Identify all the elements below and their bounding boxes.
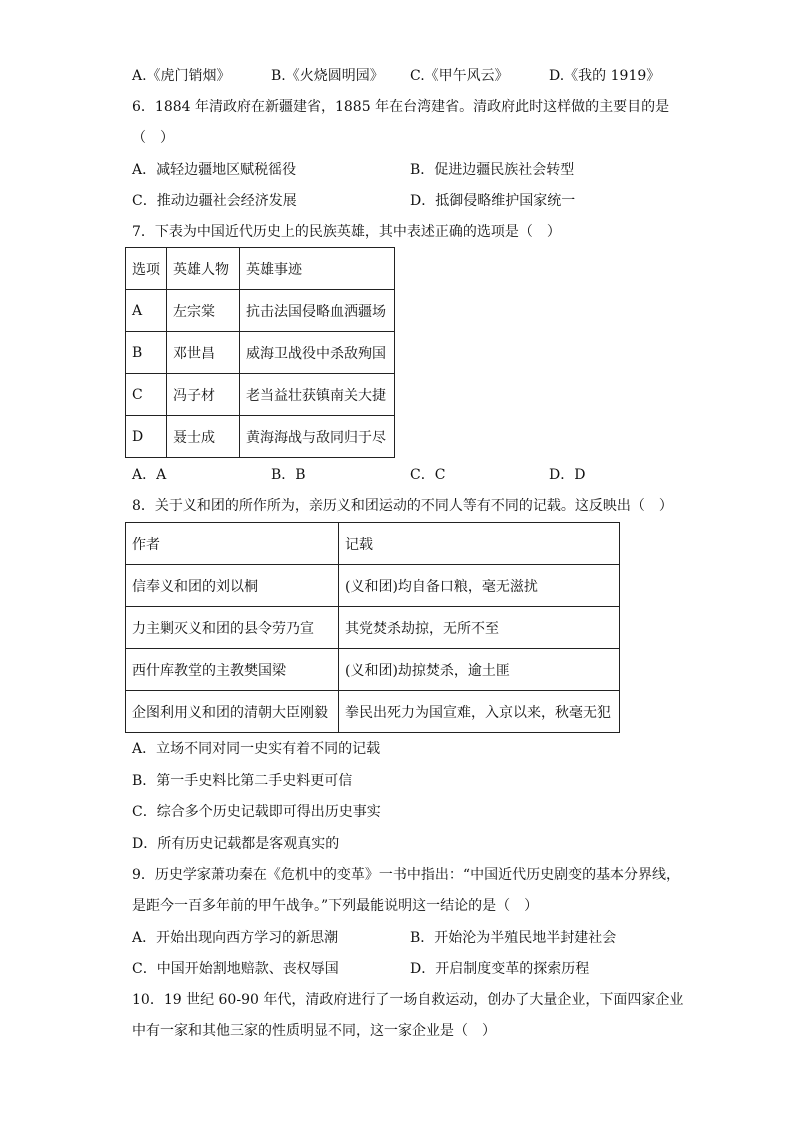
q8-option-c: C．综合多个历史记载即可得出历史事实 — [132, 804, 381, 820]
table-cell: A — [126, 290, 167, 332]
table-cell: 威海卫战役中杀敌殉国 — [240, 332, 395, 374]
table-cell: 黄海海战与敌同归于尽 — [240, 416, 395, 458]
q5-option-c: C.《甲午风云》 — [410, 68, 509, 84]
q9-option-d: D．开启制度变革的探索历程 — [410, 961, 590, 977]
table-cell: 西什库教堂的主教樊国梁 — [126, 649, 339, 691]
table-cell: 老当益壮获镇南关大捷 — [240, 374, 395, 416]
table-header-cell: 记载 — [339, 523, 620, 565]
table-header-cell: 英雄事迹 — [240, 248, 395, 290]
q10-stem-line1: 10．19 世纪 60-90 年代，清政府进行了一场自救运动，创办了大量企业，下面四家企业 — [132, 992, 684, 1008]
q9-stem-line1: 9．历史学家萧功秦在《危机中的变革》一书中指出：“中国近代历史剧变的基本分界线， — [132, 867, 681, 883]
q5-option-b: B.《火烧圆明园》 — [271, 68, 384, 84]
q6-option-a: A．减轻边疆地区赋税徭役 — [132, 162, 297, 178]
q6-stem-line1: 6．1884 年清政府在新疆建省，1885 年在台湾建省。清政府此时这样做的主要目的是 — [132, 99, 670, 115]
q9-option-c: C．中国开始割地赔款、丧权辱国 — [132, 961, 339, 977]
table-header-cell: 英雄人物 — [167, 248, 240, 290]
q8-table-header — [126, 523, 620, 565]
q6-option-b: B．促进边疆民族社会转型 — [410, 162, 575, 178]
q9-option-b: B．开始沦为半殖民地半封建社会 — [410, 930, 617, 946]
table-cell: C — [126, 374, 167, 416]
q7-option-c: C．C — [410, 467, 446, 483]
q8-stem: 8．关于义和团的所作所为，亲历义和团运动的不同人等有不同的记载。这反映出（ ） — [132, 498, 673, 514]
q8-option-b: B．第一手史料比第二手史料更可信 — [132, 773, 353, 789]
table-cell: (义和团)均自备口粮，毫无滋扰 — [339, 565, 620, 607]
q5-option-d: D.《我的 1919》 — [549, 68, 661, 84]
q7-table-header — [126, 248, 395, 290]
table-cell: 力主剿灭义和团的县令劳乃宣 — [126, 607, 339, 649]
table-row — [126, 691, 620, 733]
q6-stem-line2: （ ） — [132, 130, 174, 146]
table-header-cell: 作者 — [126, 523, 339, 565]
table-cell: (义和团)劫掠焚杀，逾土匪 — [339, 649, 620, 691]
q7-stem: 7．下表为中国近代历史上的民族英雄，其中表述正确的选项是（ ） — [132, 224, 561, 240]
table-row — [126, 565, 620, 607]
q8-table — [125, 522, 620, 733]
q7-option-b: B．B — [271, 467, 306, 483]
q10-stem-line2: 中有一家和其他三家的性质明显不同，这一家企业是（ ） — [132, 1023, 496, 1039]
table-cell: 信奉义和团的刘以桐 — [126, 565, 339, 607]
table-header-cell: 选项 — [126, 248, 167, 290]
q5-option-a: A.《虎门销烟》 — [132, 68, 231, 84]
q7-option-d: D．D — [549, 467, 586, 483]
table-cell: 抗击法国侵略血洒疆场 — [240, 290, 395, 332]
table-row — [126, 374, 395, 416]
table-cell: 左宗棠 — [167, 290, 240, 332]
table-cell: B — [126, 332, 167, 374]
q9-stem-line2: 是距今一百多年前的甲午战争。”下列最能说明这一结论的是（ ） — [132, 898, 539, 914]
q7-table — [125, 247, 395, 458]
q8-option-d: D．所有历史记载都是客观真实的 — [132, 836, 340, 852]
table-cell: 其党焚杀劫掠，无所不至 — [339, 607, 620, 649]
q6-option-d: D．抵御侵略维护国家统一 — [410, 193, 576, 209]
table-row — [126, 607, 620, 649]
table-cell: 冯子材 — [167, 374, 240, 416]
table-row — [126, 290, 395, 332]
q7-option-a: A．A — [132, 467, 167, 483]
table-cell: 邓世昌 — [167, 332, 240, 374]
q9-option-a: A．开始出现向西方学习的新思潮 — [132, 930, 339, 946]
table-cell: 企图利用义和团的清朝大臣刚毅 — [126, 691, 339, 733]
table-row — [126, 649, 620, 691]
table-cell: D — [126, 416, 167, 458]
q8-option-a: A．立场不同对同一史实有着不同的记载 — [132, 741, 381, 757]
table-row — [126, 332, 395, 374]
table-row — [126, 416, 395, 458]
q6-option-c: C．推动边疆社会经济发展 — [132, 193, 297, 209]
table-cell: 拳民出死力为国宣难，入京以来，秋毫无犯 — [339, 691, 620, 733]
table-cell: 聂士成 — [167, 416, 240, 458]
